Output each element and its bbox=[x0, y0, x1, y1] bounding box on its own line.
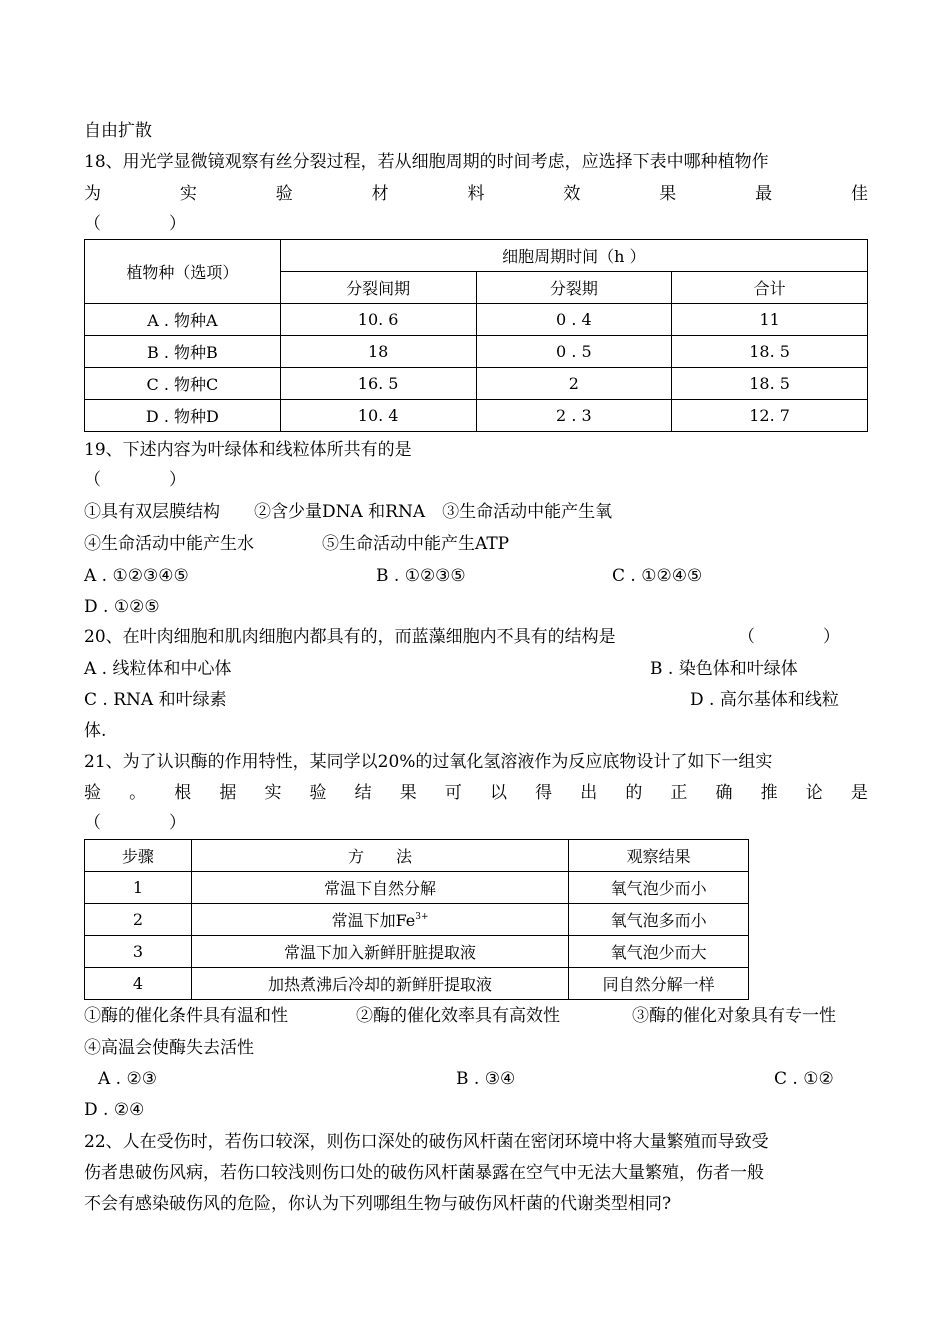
q22-line1: 22、人在受伤时，若伤口较深，则伤口深处的破伤风杆菌在密闭环境中将大量繁殖而导致受 bbox=[84, 1132, 769, 1152]
q18-subheader-interphase: 分裂间期 bbox=[280, 272, 476, 304]
previous-answer-tail: 自由扩散 bbox=[84, 121, 152, 141]
q21-spread-char: 的 bbox=[625, 783, 643, 803]
q19-answer-bracket: （ ） bbox=[84, 470, 186, 490]
q20-option-c: C . RNA 和叶绿素 bbox=[84, 690, 227, 710]
table-row bbox=[85, 904, 749, 936]
q20-stem: 20、在叶肉细胞和肌肉细胞内都具有的，而蓝藻细胞内不具有的结构是 bbox=[84, 627, 616, 647]
q21-option-d: D . ②④ bbox=[84, 1100, 145, 1120]
q21-item-3: ③酶的催化对象具有专一性 bbox=[632, 1006, 836, 1026]
table-cell: 1 bbox=[85, 872, 192, 904]
q18-cell-cycle-table bbox=[84, 239, 868, 432]
q18-spread-char: 验 bbox=[275, 184, 293, 204]
table-cell: A . 物种A bbox=[85, 304, 281, 336]
table-row bbox=[85, 368, 868, 400]
table-cell: C . 物种C bbox=[85, 368, 281, 400]
q21-spread-char: 出 bbox=[580, 783, 598, 803]
q21-header-step: 步骤 bbox=[85, 840, 192, 872]
ion-charge-superscript: 3+ bbox=[415, 912, 429, 922]
q18-spread-char: 实 bbox=[179, 184, 197, 204]
q19-option-c: C . ①②④⑤ bbox=[612, 566, 703, 586]
table-cell: 10. 6 bbox=[280, 304, 476, 336]
q21-spread-char: 正 bbox=[670, 783, 688, 803]
table-row bbox=[85, 400, 868, 432]
q20-option-d: D . 高尔基体和线粒 bbox=[690, 690, 839, 710]
q18-spread-char: 最 bbox=[755, 184, 773, 204]
table-row bbox=[85, 336, 868, 368]
table-cell bbox=[191, 968, 568, 1000]
q19-items-line1: ①具有双层膜结构 ②含少量DNA 和RNA ③生命活动中能产生氧 bbox=[84, 502, 613, 522]
table-cell: 3 bbox=[85, 936, 192, 968]
q21-spread-char: 可 bbox=[444, 783, 462, 803]
q21-header-result: 观察结果 bbox=[569, 840, 749, 872]
table-cell: 同自然分解一样 bbox=[569, 968, 749, 1000]
q21-spread-char: 以 bbox=[489, 783, 507, 803]
q19-stem: 19、下述内容为叶绿体和线粒体所共有的是 bbox=[84, 440, 412, 460]
table-cell: 4 bbox=[85, 968, 192, 1000]
q18-subheader-total: 合计 bbox=[672, 272, 868, 304]
table-cell: 12. 7 bbox=[672, 400, 868, 432]
q20-option-b: B . 染色体和叶绿体 bbox=[650, 659, 798, 679]
method-text: 常温下加Fe bbox=[331, 911, 416, 930]
q21-spread-char: 据 bbox=[219, 783, 237, 803]
q21-spread-char: 。 bbox=[129, 783, 147, 803]
table-cell: 0 . 5 bbox=[476, 336, 672, 368]
q18-answer-bracket: （ ） bbox=[84, 214, 186, 234]
q21-stem-spread bbox=[84, 779, 868, 807]
table-cell: 氧气泡多而小 bbox=[569, 904, 749, 936]
q21-spread-char: 根 bbox=[174, 783, 192, 803]
q20-option-d-tail: 体. bbox=[84, 721, 107, 741]
table-row bbox=[85, 304, 868, 336]
q21-spread-char: 验 bbox=[309, 783, 327, 803]
q18-spread-char: 佳 bbox=[851, 184, 868, 204]
q21-answer-bracket: （ ） bbox=[84, 813, 186, 833]
q19-option-d: D . ①②⑤ bbox=[84, 597, 160, 617]
table-cell: 11 bbox=[672, 304, 868, 336]
q21-experiment-table bbox=[84, 839, 749, 1000]
q18-header-cycle: 细胞周期时间（h ） bbox=[280, 240, 867, 272]
q18-spread-char: 材 bbox=[371, 184, 389, 204]
q22-line2: 伤者患破伤风病，若伤口较浅则伤口处的破伤风杆菌暴露在空气中无法大量繁殖，伤者一般 bbox=[84, 1163, 764, 1183]
method-text: 常温下加入新鲜肝脏提取液 bbox=[284, 943, 477, 962]
table-row bbox=[85, 872, 749, 904]
q21-spread-char: 实 bbox=[264, 783, 282, 803]
table-cell: D . 物种D bbox=[85, 400, 281, 432]
table-cell: 0 . 4 bbox=[476, 304, 672, 336]
table-cell: 2 bbox=[85, 904, 192, 936]
q18-subheader-mitosis: 分裂期 bbox=[476, 272, 672, 304]
table-cell: 18. 5 bbox=[672, 336, 868, 368]
q18-stem: 18、用光学显微镜观察有丝分裂过程，若从细胞周期的时间考虑，应选择下表中哪种植物作 bbox=[84, 152, 769, 172]
q19-option-a: A . ①②③④⑤ bbox=[84, 566, 189, 586]
table-cell: 2 bbox=[476, 368, 672, 400]
q18-spread-char: 料 bbox=[467, 184, 485, 204]
q21-item-4: ④高温会使酶失去活性 bbox=[84, 1038, 254, 1058]
q21-item-1: ①酶的催化条件具有温和性 bbox=[84, 1006, 288, 1026]
q20-option-a: A . 线粒体和中心体 bbox=[84, 659, 232, 679]
q18-spread-char: 果 bbox=[659, 184, 677, 204]
table-row bbox=[85, 936, 749, 968]
q21-spread-char: 推 bbox=[760, 783, 778, 803]
q21-item-2: ②酶的催化效率具有高效性 bbox=[356, 1006, 560, 1026]
table-cell bbox=[191, 904, 568, 936]
table-cell: 氧气泡少而大 bbox=[569, 936, 749, 968]
q19-items-line2: ④生命活动中能产生水 ⑤生命活动中能产生ATP bbox=[84, 534, 510, 554]
table-cell: 18 bbox=[280, 336, 476, 368]
table-cell: B . 物种B bbox=[85, 336, 281, 368]
q21-stem: 21、为了认识酶的作用特性，某同学以20%的过氧化氢溶液作为反应底物设计了如下一组实 bbox=[84, 752, 773, 772]
q21-option-c: C . ①② bbox=[774, 1069, 834, 1089]
table-cell: 10. 4 bbox=[280, 400, 476, 432]
q22-line3: 不会有感染破伤风的危险，你认为下列哪组生物与破伤风杆菌的代谢类型相同? bbox=[84, 1194, 672, 1214]
q18-header-species: 植物种（选项） bbox=[85, 240, 281, 304]
table-cell: 16. 5 bbox=[280, 368, 476, 400]
q21-spread-char: 得 bbox=[535, 783, 553, 803]
q19-option-b: B . ①②③⑤ bbox=[376, 566, 466, 586]
q21-option-a: A . ②③ bbox=[98, 1069, 157, 1089]
table-cell: 氧气泡少而小 bbox=[569, 872, 749, 904]
table-cell bbox=[191, 936, 568, 968]
q18-spread-char: 效 bbox=[563, 184, 581, 204]
q21-header-method: 方 法 bbox=[191, 840, 568, 872]
table-cell: 18. 5 bbox=[672, 368, 868, 400]
q20-answer-bracket: （ ） bbox=[738, 627, 840, 647]
table-cell bbox=[191, 872, 568, 904]
q18-stem-spread bbox=[84, 180, 868, 208]
q21-spread-char: 验 bbox=[84, 783, 101, 803]
q21-spread-char: 结 bbox=[354, 783, 372, 803]
q21-spread-char: 确 bbox=[715, 783, 733, 803]
q18-spread-char: 为 bbox=[84, 184, 101, 204]
q21-option-b: B . ③④ bbox=[456, 1069, 516, 1089]
method-text: 加热煮沸后冷却的新鲜肝提取液 bbox=[268, 975, 493, 994]
q21-spread-char: 论 bbox=[805, 783, 823, 803]
q21-spread-char: 是 bbox=[850, 783, 868, 803]
method-text: 常温下自然分解 bbox=[324, 879, 437, 898]
table-cell: 2 . 3 bbox=[476, 400, 672, 432]
table-row bbox=[85, 968, 749, 1000]
q21-spread-char: 果 bbox=[399, 783, 417, 803]
